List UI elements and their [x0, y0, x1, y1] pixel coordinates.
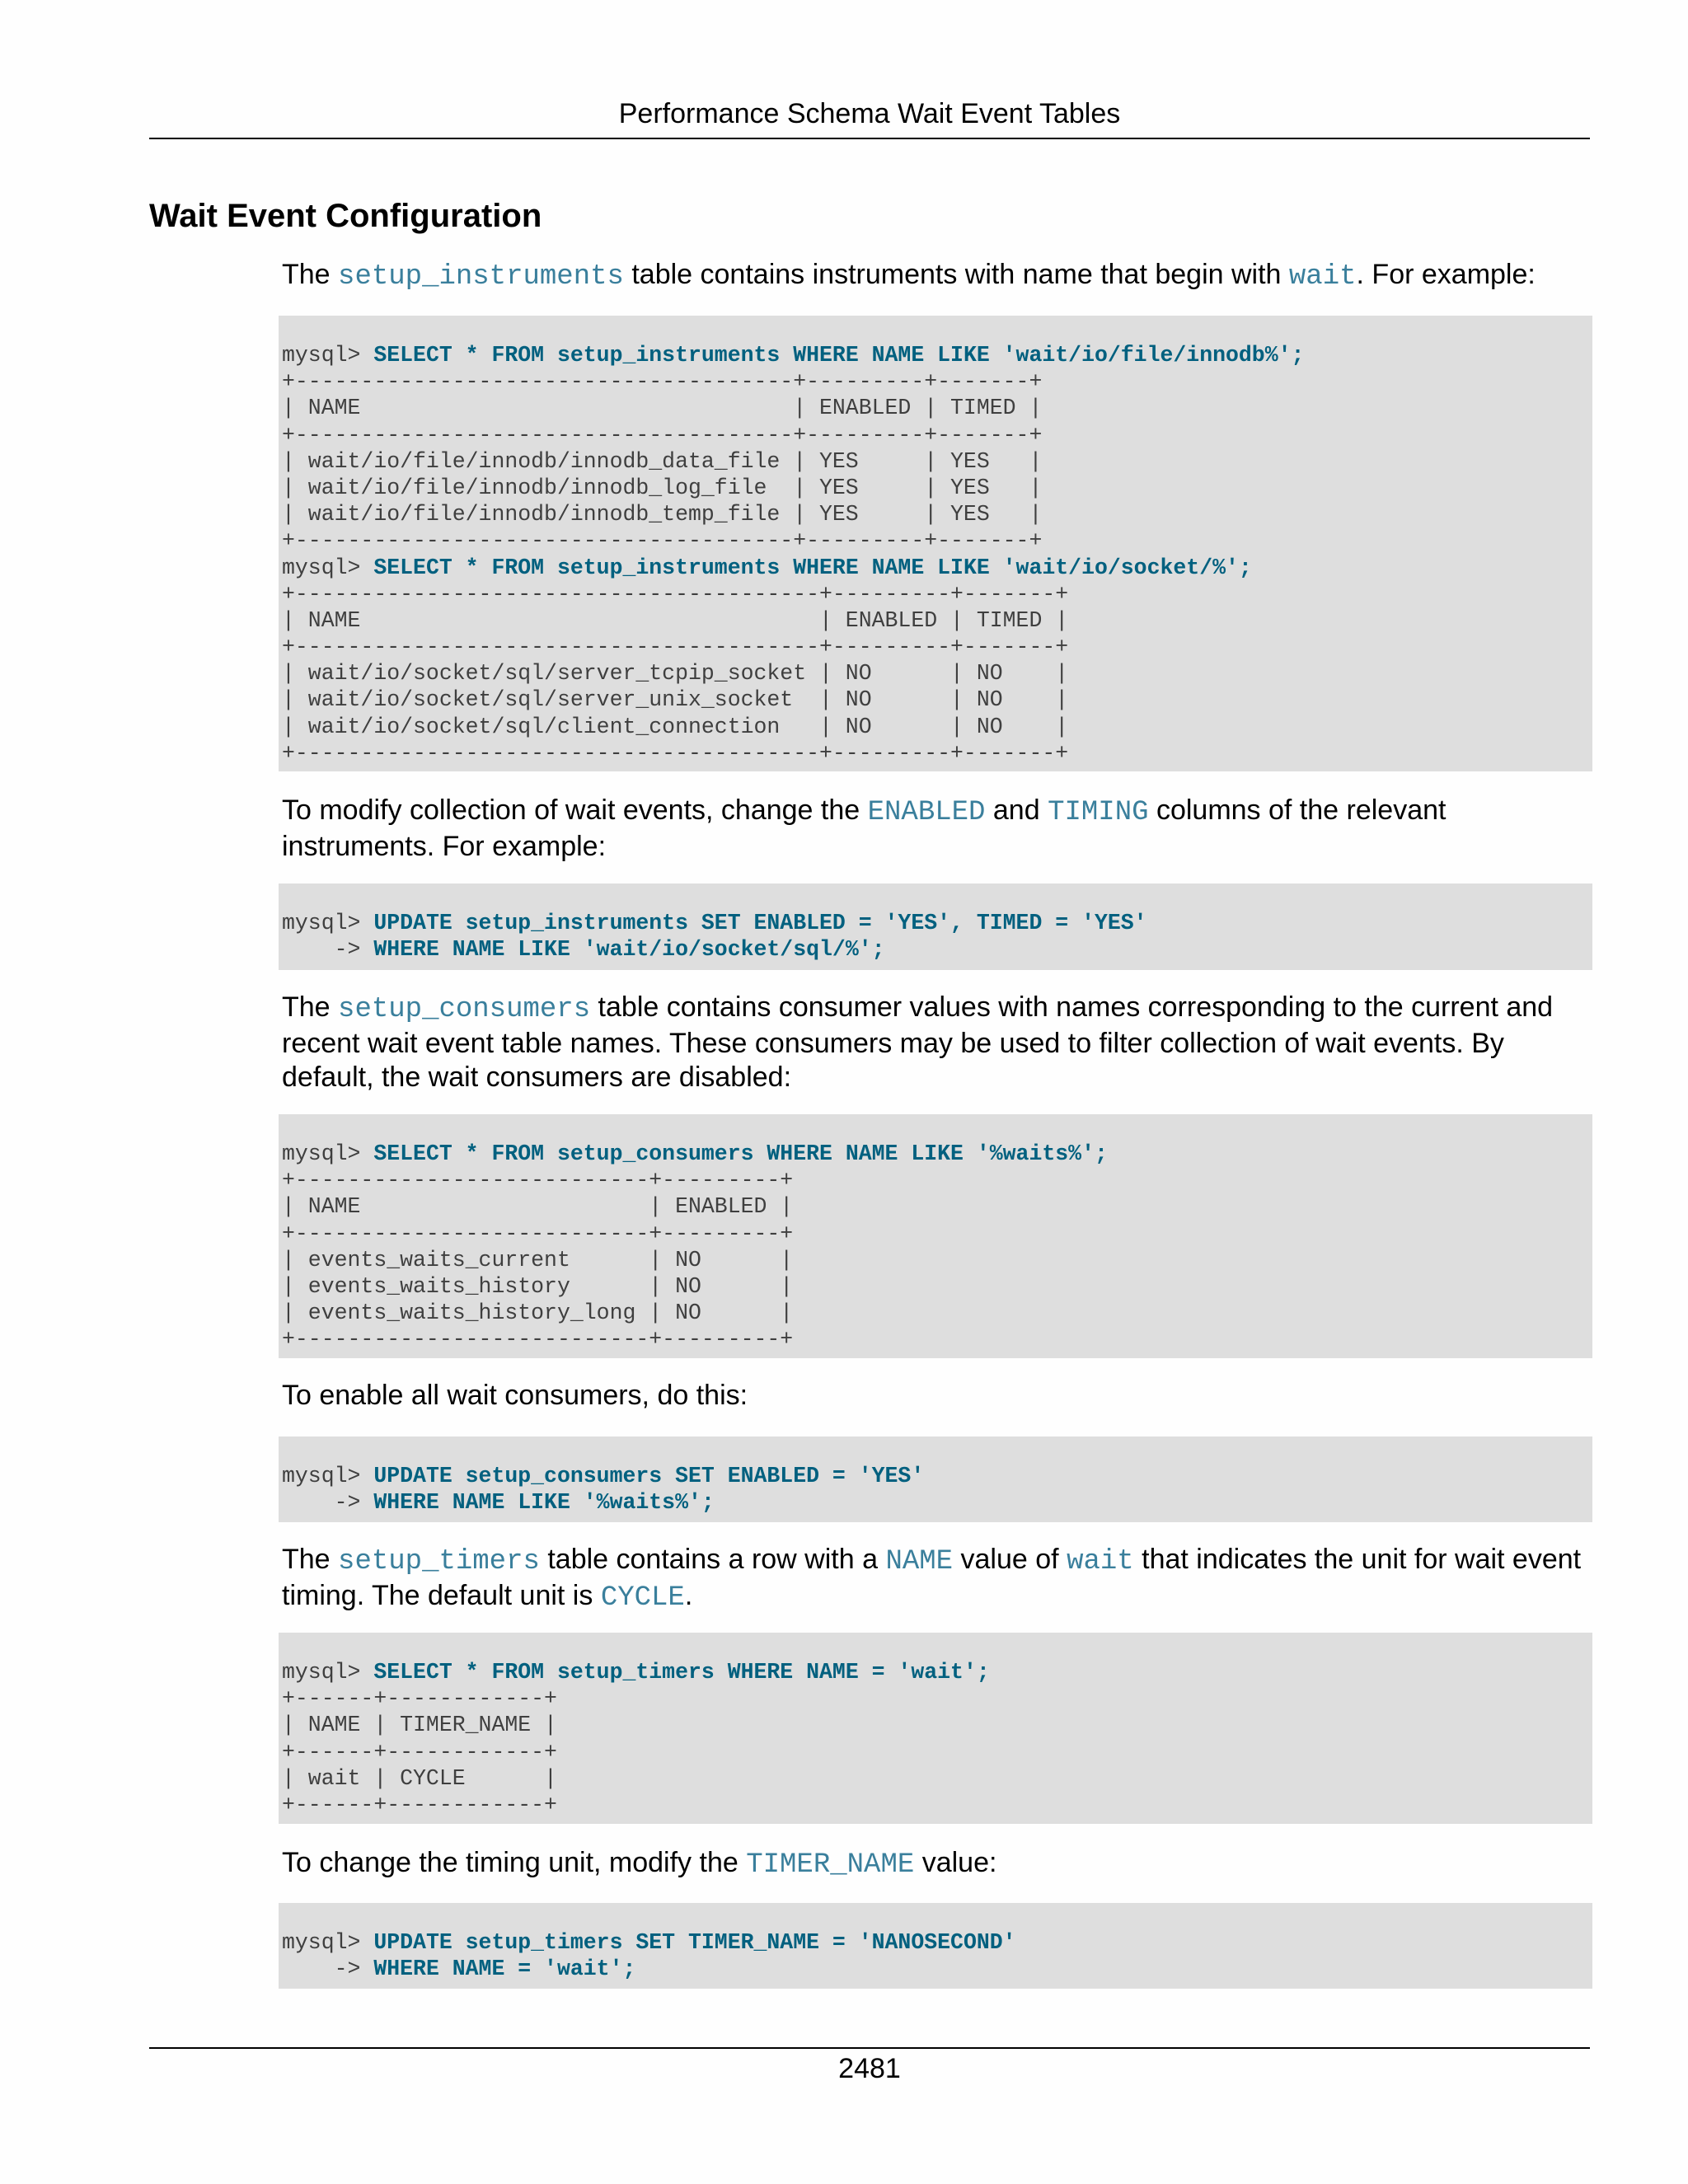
- code-block-instruments: [279, 316, 1592, 771]
- text: To modify collection of wait events, change the: [282, 794, 868, 826]
- table-line: | events_waits_history_long | NO |: [282, 1301, 794, 1326]
- inline-code: TIMER_NAME: [746, 1849, 915, 1881]
- text: To enable all wait consumers, do this:: [282, 1380, 748, 1411]
- prompt: ->: [282, 1490, 374, 1516]
- code-line: [282, 555, 1592, 581]
- code-block-update-instruments: [279, 883, 1592, 970]
- code-line: [282, 1141, 1592, 1167]
- table-line: +--------------------------------------+---------+-------+: [282, 369, 1043, 395]
- sql-command: UPDATE setup_instruments SET ENABLED = 'YES', TIMED = 'YES': [373, 911, 1147, 935]
- code-listing: [279, 1114, 1592, 1353]
- table-line: | NAME | ENABLED | TIMED |: [282, 396, 1043, 421]
- table-line: +---------------------------+---------+: [282, 1327, 794, 1352]
- text: The: [282, 259, 339, 290]
- inline-code: TIMING: [1048, 797, 1149, 828]
- table-line: +------+------------+: [282, 1686, 557, 1712]
- table-line: | events_waits_history | NO |: [282, 1273, 794, 1299]
- code-line: [282, 1929, 1592, 1956]
- code-listing: [279, 316, 1592, 766]
- paragraph-modify-collection: [282, 794, 1592, 864]
- sql-command: UPDATE setup_timers SET TIMER_NAME = 'NANOSECOND': [373, 1930, 1016, 1955]
- sql-command: WHERE NAME = 'wait';: [373, 1957, 636, 1982]
- prompt: ->: [282, 937, 374, 963]
- prompt: mysql>: [282, 1464, 374, 1488]
- header-rule: [149, 138, 1590, 139]
- table-line: +--------------------------------------+---------+-------+: [282, 422, 1043, 448]
- inline-code: wait: [1288, 261, 1357, 293]
- table-line: +---------------------------+---------+: [282, 1168, 794, 1193]
- table-line: | wait/io/socket/sql/server_tcpip_socket | NO | NO |: [282, 661, 1069, 687]
- paragraph-enable-consumers: [282, 1379, 1592, 1413]
- text: table contains consumer values with names corresponding to the current and recent wait event table names. These consumers may be used to filter collection of wait events. By default, the wait consumers are disabled:: [282, 991, 1554, 1093]
- paragraph-setup-timers: [282, 1543, 1592, 1615]
- sql-command: SELECT * FROM setup_instruments WHERE NAME LIKE 'wait/io/file/innodb%';: [373, 343, 1305, 368]
- code-line: [282, 1489, 1592, 1516]
- table-line: | NAME | ENABLED |: [282, 1194, 794, 1220]
- section-title: Wait Event Configuration: [149, 198, 542, 234]
- code-listing: [279, 1633, 1592, 1818]
- code-block-update-consumers: [279, 1436, 1592, 1522]
- prompt: mysql>: [282, 1930, 374, 1955]
- text: columns of the relevant instruments. For example:: [282, 794, 1447, 862]
- paragraph-timing-unit: [282, 1846, 1592, 1882]
- table-line: +----------------------------------------+---------+-------+: [282, 581, 1069, 607]
- inline-code: setup_instruments: [338, 261, 624, 293]
- prompt: ->: [282, 1957, 374, 1982]
- table-line: | NAME | ENABLED | TIMED |: [282, 607, 1069, 633]
- inline-code: CYCLE: [600, 1582, 685, 1614]
- code-block-consumers: [279, 1114, 1592, 1358]
- paragraph-setup-consumers: [282, 991, 1592, 1094]
- code-line: [282, 1659, 1592, 1685]
- table-line: | wait/io/file/innodb/innodb_data_file | YES | YES |: [282, 448, 1043, 474]
- text: The: [282, 1544, 339, 1575]
- code-line: [282, 936, 1592, 963]
- table-line: +------+------------+: [282, 1792, 557, 1817]
- table-line: +----------------------------------------+---------+-------+: [282, 740, 1069, 766]
- prompt: mysql>: [282, 1141, 374, 1166]
- text: The: [282, 991, 339, 1023]
- text: table contains a row with a: [539, 1544, 886, 1575]
- table-line: | NAME | TIMER_NAME |: [282, 1713, 557, 1738]
- sql-command: WHERE NAME LIKE 'wait/io/socket/sql/%';: [373, 937, 885, 963]
- sql-command: SELECT * FROM setup_consumers WHERE NAME LIKE '%waits%';: [373, 1141, 1108, 1166]
- prompt: mysql>: [282, 911, 374, 935]
- table-line: +------+------------+: [282, 1739, 557, 1765]
- prompt: mysql>: [282, 555, 374, 580]
- inline-code: wait: [1067, 1546, 1134, 1577]
- page-number: 2481: [838, 2053, 901, 2084]
- inline-code: setup_timers: [338, 1546, 540, 1577]
- code-line: [282, 1463, 1592, 1489]
- code-block-update-timers: [279, 1903, 1592, 1989]
- table-line: | events_waits_current | NO |: [282, 1247, 794, 1272]
- code-line: [282, 342, 1592, 368]
- code-listing: [279, 1903, 1592, 1982]
- text: value:: [914, 1847, 997, 1878]
- table-line: +--------------------------------------+---------+-------+: [282, 528, 1043, 554]
- sql-command: UPDATE setup_consumers SET ENABLED = 'YES': [373, 1464, 925, 1488]
- text: . For example:: [1356, 259, 1536, 290]
- table-line: +---------------------------+---------+: [282, 1221, 794, 1246]
- text: value of: [953, 1544, 1067, 1575]
- table-line: +----------------------------------------+---------+-------+: [282, 635, 1069, 660]
- code-block-timers: [279, 1633, 1592, 1824]
- code-listing: [279, 1436, 1592, 1516]
- inline-code: setup_consumers: [338, 994, 591, 1025]
- prompt: mysql>: [282, 1660, 374, 1685]
- table-line: | wait/io/file/innodb/innodb_log_file | YES | YES |: [282, 475, 1043, 500]
- text: that indicates the unit for wait event timing. The default unit is: [282, 1544, 1582, 1611]
- text: To change the timing unit, modify the: [282, 1847, 747, 1878]
- sql-command: SELECT * FROM setup_timers WHERE NAME = 'wait';: [373, 1660, 990, 1685]
- sql-command: WHERE NAME LIKE '%waits%';: [373, 1490, 715, 1516]
- inline-code: ENABLED: [867, 797, 986, 828]
- prompt: mysql>: [282, 343, 374, 368]
- code-line: [282, 1956, 1592, 1982]
- table-line: | wait/io/file/innodb/innodb_temp_file | YES | YES |: [282, 502, 1043, 527]
- text: .: [684, 1580, 693, 1611]
- table-line: | wait/io/socket/sql/server_unix_socket | NO | NO |: [282, 687, 1069, 713]
- paragraph-setup-instruments: [282, 258, 1592, 294]
- text: and: [985, 794, 1048, 826]
- running-header: Performance Schema Wait Event Tables: [618, 98, 1121, 129]
- table-line: | wait/io/socket/sql/client_connection | NO | NO |: [282, 714, 1069, 739]
- code-line: [282, 910, 1592, 936]
- inline-code: NAME: [885, 1546, 954, 1577]
- sql-command: SELECT * FROM setup_instruments WHERE NAME LIKE 'wait/io/socket/%';: [373, 555, 1252, 580]
- text: table contains instruments with name that begin with: [623, 259, 1289, 290]
- code-listing: [279, 883, 1592, 963]
- table-line: | wait | CYCLE |: [282, 1765, 557, 1791]
